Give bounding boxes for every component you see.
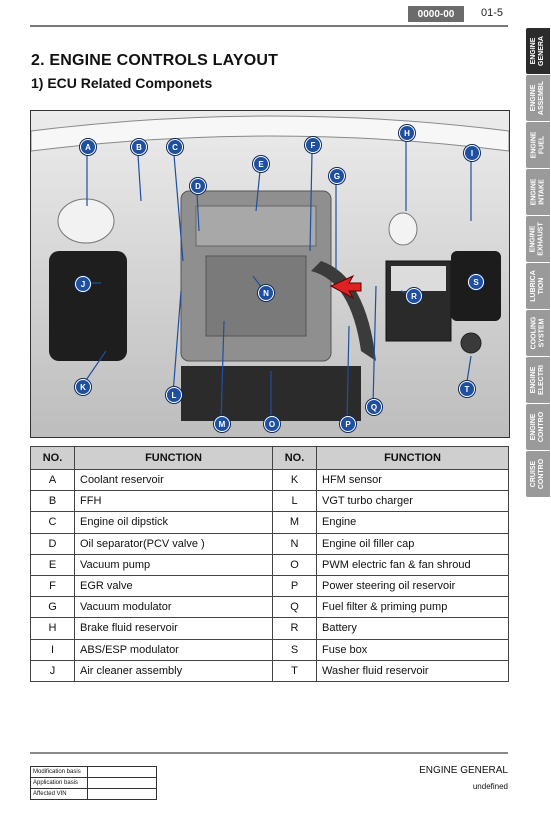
callout-a: A — [80, 139, 96, 155]
row-no: C — [31, 512, 75, 533]
callout-i: I — [464, 145, 480, 161]
row-function: Oil separator(PCV valve ) — [75, 533, 273, 554]
callout-e: E — [253, 156, 269, 172]
row-no: G — [31, 597, 75, 618]
row-no: E — [31, 554, 75, 575]
affected-vin-value — [88, 789, 157, 800]
tab-engine-assembly[interactable]: ENGINE ASSEMBL — [526, 75, 550, 121]
callout-p: P — [340, 416, 356, 432]
table-row — [31, 618, 509, 639]
table-row — [31, 639, 509, 660]
application-basis-value — [88, 778, 157, 789]
col-header-no: NO. — [31, 447, 75, 470]
affected-vin-label: Affected VIN — [31, 789, 88, 800]
table-row — [31, 512, 509, 533]
row-no: H — [31, 618, 75, 639]
row-function: Vacuum pump — [75, 554, 273, 575]
footer-divider — [30, 752, 508, 754]
callout-s: S — [468, 274, 484, 290]
row-function: Coolant reservoir — [75, 470, 273, 491]
row-no: O — [273, 554, 317, 575]
tab-engine-intake[interactable]: ENGINE INTAKE — [526, 169, 550, 215]
callout-k: K — [75, 379, 91, 395]
tab-engine-general[interactable]: ENGINE GENERA — [526, 28, 550, 74]
tab-engine-exhaust[interactable]: ENGINE EXHAUST — [526, 216, 550, 262]
row-function: Engine — [317, 512, 509, 533]
table-row — [31, 660, 509, 681]
row-no: D — [31, 533, 75, 554]
tab-engine-control[interactable]: ENGINE CONTRO — [526, 404, 550, 450]
row-function: VGT turbo charger — [317, 491, 509, 512]
engine-bay-photo — [30, 110, 510, 438]
tab-lubrication[interactable]: LUBRICA TION — [526, 263, 550, 309]
callout-m: M — [214, 416, 230, 432]
page-subtitle: 1) ECU Related Componets — [31, 75, 213, 91]
modification-basis-label: Modification basis — [31, 767, 88, 778]
row-no: S — [273, 639, 317, 660]
callout-l: L — [166, 387, 182, 403]
section-code-badge: 0000-00 — [408, 6, 464, 22]
row-no: K — [273, 470, 317, 491]
page-number: 01-5 — [481, 7, 504, 19]
table-row — [31, 491, 509, 512]
row-function: Fuel filter & priming pump — [317, 597, 509, 618]
footer-title: ENGINE GENERAL — [419, 765, 508, 776]
row-no: I — [31, 639, 75, 660]
row-function: Engine oil dipstick — [75, 512, 273, 533]
row-function: Power steering oil reservoir — [317, 575, 509, 596]
revision-table — [30, 766, 157, 800]
row-no: J — [31, 660, 75, 681]
callout-t: T — [459, 381, 475, 397]
row-no: B — [31, 491, 75, 512]
row-no: M — [273, 512, 317, 533]
row-function: EGR valve — [75, 575, 273, 596]
row-no: N — [273, 533, 317, 554]
callout-q: Q — [366, 399, 382, 415]
page-header — [0, 0, 521, 28]
callout-h: H — [399, 125, 415, 141]
callout-c: C — [167, 139, 183, 155]
function-table — [30, 446, 509, 682]
table-row — [31, 533, 509, 554]
callout-f: F — [305, 137, 321, 153]
table-header-row — [31, 447, 509, 470]
callout-n: N — [258, 285, 274, 301]
row-function: Air cleaner assembly — [75, 660, 273, 681]
callout-j: J — [75, 276, 91, 292]
col-header-no: NO. — [273, 447, 317, 470]
row-function: Engine oil filler cap — [317, 533, 509, 554]
table-row — [31, 597, 509, 618]
col-header-function: FUNCTION — [75, 447, 273, 470]
row-function: FFH — [75, 491, 273, 512]
tab-cruise-control[interactable]: CRUISE CONTRO — [526, 451, 550, 497]
callout-r: R — [406, 288, 422, 304]
table-row — [31, 575, 509, 596]
row-function: ABS/ESP modulator — [75, 639, 273, 660]
table-row — [31, 554, 509, 575]
row-function: HFM sensor — [317, 470, 509, 491]
row-function: Vacuum modulator — [75, 597, 273, 618]
callout-d: D — [190, 178, 206, 194]
callout-o: O — [264, 416, 280, 432]
modification-basis-value — [88, 767, 157, 778]
row-function: PWM electric fan & fan shroud — [317, 554, 509, 575]
footer-subtitle: undefined — [472, 782, 508, 791]
row-no: F — [31, 575, 75, 596]
tab-engine-fuel[interactable]: ENGINE FUEL — [526, 122, 550, 168]
row-no: P — [273, 575, 317, 596]
engine-bay-illustration — [31, 111, 509, 437]
col-header-function: FUNCTION — [317, 447, 509, 470]
callout-b: B — [131, 139, 147, 155]
row-function: Fuse box — [317, 639, 509, 660]
row-no: L — [273, 491, 317, 512]
row-no: R — [273, 618, 317, 639]
tab-cooling-system[interactable]: COOLING SYSTEM — [526, 310, 550, 356]
callout-g: G — [329, 168, 345, 184]
application-basis-label: Application basis — [31, 778, 88, 789]
row-no: Q — [273, 597, 317, 618]
tab-engine-electrical[interactable]: ENGINE ELECTRI — [526, 357, 550, 403]
page-title: 2. ENGINE CONTROLS LAYOUT — [31, 52, 279, 69]
row-function: Battery — [317, 618, 509, 639]
row-no: T — [273, 660, 317, 681]
table-row — [31, 470, 509, 491]
row-no: A — [31, 470, 75, 491]
header-divider — [30, 25, 508, 27]
row-function: Washer fluid reservoir — [317, 660, 509, 681]
row-function: Brake fluid reservoir — [75, 618, 273, 639]
